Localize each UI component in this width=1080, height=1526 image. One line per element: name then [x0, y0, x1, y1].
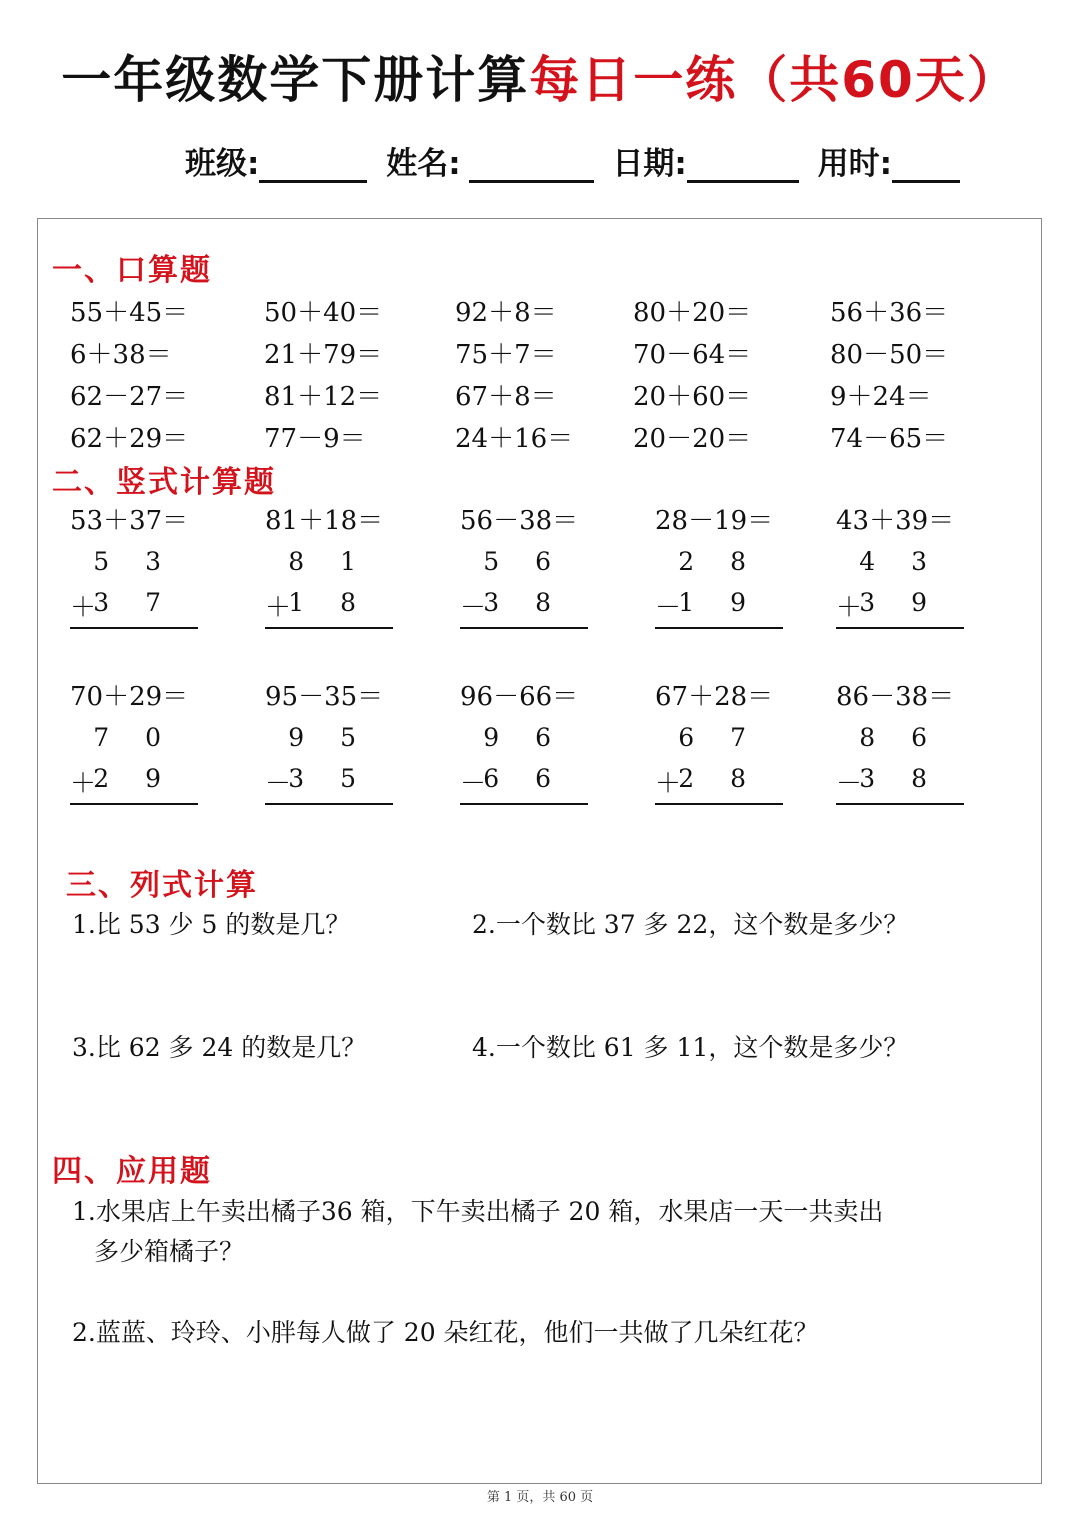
vertical-bottom-digits: 6 6 [483, 764, 565, 793]
vertical-operator: ＋ [70, 593, 97, 623]
vertical-problem-equation: 43＋39＝ [836, 506, 955, 536]
time-label: 用时: [817, 146, 893, 182]
oral-problem: 70－64＝ [633, 340, 752, 370]
oral-problem: 21＋79＝ [264, 340, 383, 370]
application-question-2-line1: 2.蓝蓝、玲玲、小胖每人做了 20 朵红花，他们一共做了几朵红花？ [72, 1318, 819, 1347]
student-info [185, 138, 968, 182]
vertical-answer-line [70, 803, 198, 805]
vertical-problem-equation: 67＋28＝ [655, 682, 774, 712]
vertical-top-digits: 6 7 [678, 723, 760, 752]
vertical-operator: ＋ [655, 769, 682, 799]
class-label: 班级: [185, 146, 260, 182]
oral-problem: 80＋20＝ [633, 298, 752, 328]
vertical-bottom-digits: 3 8 [483, 588, 565, 617]
vertical-top-digits: 8 1 [288, 547, 370, 576]
vertical-work-block [265, 547, 395, 627]
vertical-work-block [265, 723, 395, 803]
vertical-top-digits: 4 3 [859, 547, 941, 576]
section-list-calc-title: 三、列式计算 [66, 868, 258, 903]
oral-problem: 9＋24＝ [830, 382, 932, 412]
vertical-problem-equation: 95－35＝ [265, 682, 384, 712]
vertical-operator: － [836, 769, 863, 799]
vertical-top-digits: 2 8 [678, 547, 760, 576]
oral-problem: 50＋40＝ [264, 298, 383, 328]
vertical-top-digits: 7 0 [93, 723, 175, 752]
vertical-answer-line [836, 627, 964, 629]
vertical-top-digits: 5 6 [483, 547, 565, 576]
title-highlight: 每日一练（共60天） [529, 51, 1019, 109]
section-vertical-title: 二、竖式计算题 [52, 465, 276, 500]
title-main: 一年级数学下册计算 [61, 51, 530, 109]
vertical-work-block [460, 547, 590, 627]
vertical-bottom-digits: 3 9 [859, 588, 941, 617]
vertical-bottom-digits: 1 9 [678, 588, 760, 617]
name-blank[interactable] [469, 148, 594, 183]
section-oral-title: 一、口算题 [52, 253, 212, 288]
oral-problem: 62＋29＝ [70, 424, 189, 454]
vertical-problem-equation: 86－38＝ [836, 682, 955, 712]
time-blank[interactable] [892, 148, 960, 183]
vertical-bottom-digits: 1 8 [288, 588, 370, 617]
vertical-problem-equation: 56－38＝ [460, 506, 579, 536]
vertical-operator: ＋ [265, 593, 292, 623]
vertical-work-block [460, 723, 590, 803]
vertical-bottom-digits: 2 9 [93, 764, 175, 793]
vertical-bottom-digits: 3 5 [288, 764, 370, 793]
vertical-answer-line [70, 627, 198, 629]
list-calc-question-4: 4.一个数比 61 多 11，这个数是多少？ [472, 1033, 909, 1062]
vertical-problem-equation: 70＋29＝ [70, 682, 189, 712]
page-footer: 第 1 页，共 60 页 [486, 1490, 594, 1505]
oral-problem: 20＋60＝ [633, 382, 752, 412]
application-question-1-line1: 1.水果店上午卖出橘子36 箱，下午卖出橘子 20 箱，水果店一天一共卖出 [72, 1197, 884, 1226]
oral-problem: 80－50＝ [830, 340, 949, 370]
vertical-bottom-digits: 3 8 [859, 764, 941, 793]
oral-problem: 67＋8＝ [455, 382, 557, 412]
vertical-work-block [655, 547, 785, 627]
application-question-1 [72, 1192, 992, 1272]
vertical-answer-line [265, 803, 393, 805]
page-title [0, 40, 1080, 112]
vertical-problem-equation: 28－19＝ [655, 506, 774, 536]
oral-problem: 6＋38＝ [70, 340, 172, 370]
list-calc-question-2: 2.一个数比 37 多 22，这个数是多少？ [472, 910, 909, 939]
vertical-operator: － [460, 769, 487, 799]
vertical-answer-line [836, 803, 964, 805]
application-question-2 [72, 1313, 992, 1353]
vertical-work-block [836, 547, 966, 627]
vertical-operator: ＋ [836, 593, 863, 623]
oral-problem: 77－9＝ [264, 424, 366, 454]
vertical-problem-equation: 53＋37＝ [70, 506, 189, 536]
vertical-answer-line [655, 627, 783, 629]
vertical-bottom-digits: 3 7 [93, 588, 175, 617]
oral-problem: 75＋7＝ [455, 340, 557, 370]
vertical-work-block [70, 547, 200, 627]
vertical-top-digits: 9 6 [483, 723, 565, 752]
vertical-operator: ＋ [70, 769, 97, 799]
vertical-operator: － [460, 593, 487, 623]
vertical-problem-equation: 96－66＝ [460, 682, 579, 712]
list-calc-question-3: 3.比 62 多 24 的数是几？ [72, 1033, 367, 1062]
oral-problem: 81＋12＝ [264, 382, 383, 412]
vertical-top-digits: 5 3 [93, 547, 175, 576]
oral-problem: 55＋45＝ [70, 298, 189, 328]
date-blank[interactable] [687, 148, 799, 183]
vertical-top-digits: 8 6 [859, 723, 941, 752]
vertical-answer-line [460, 803, 588, 805]
oral-problem: 62－27＝ [70, 382, 189, 412]
oral-problem: 24＋16＝ [455, 424, 574, 454]
vertical-problem-equation: 81＋18＝ [265, 506, 384, 536]
vertical-operator: － [655, 593, 682, 623]
application-question-1-line2: 多少箱橘子？ [94, 1237, 245, 1266]
name-label: 姓名: [386, 146, 461, 182]
list-calc-question-1: 1.比 53 少 5 的数是几？ [72, 910, 351, 939]
oral-problem: 20－20＝ [633, 424, 752, 454]
vertical-bottom-digits: 2 8 [678, 764, 760, 793]
class-blank[interactable] [259, 148, 367, 183]
section-application-title: 四、应用题 [52, 1154, 212, 1189]
vertical-answer-line [460, 627, 588, 629]
vertical-top-digits: 9 5 [288, 723, 370, 752]
vertical-work-block [655, 723, 785, 803]
oral-problem: 74－65＝ [830, 424, 949, 454]
oral-problem: 56＋36＝ [830, 298, 949, 328]
vertical-work-block [70, 723, 200, 803]
oral-problem: 92＋8＝ [455, 298, 557, 328]
vertical-operator: － [265, 769, 292, 799]
vertical-answer-line [265, 627, 393, 629]
date-label: 日期: [612, 146, 687, 182]
vertical-answer-line [655, 803, 783, 805]
vertical-work-block [836, 723, 966, 803]
